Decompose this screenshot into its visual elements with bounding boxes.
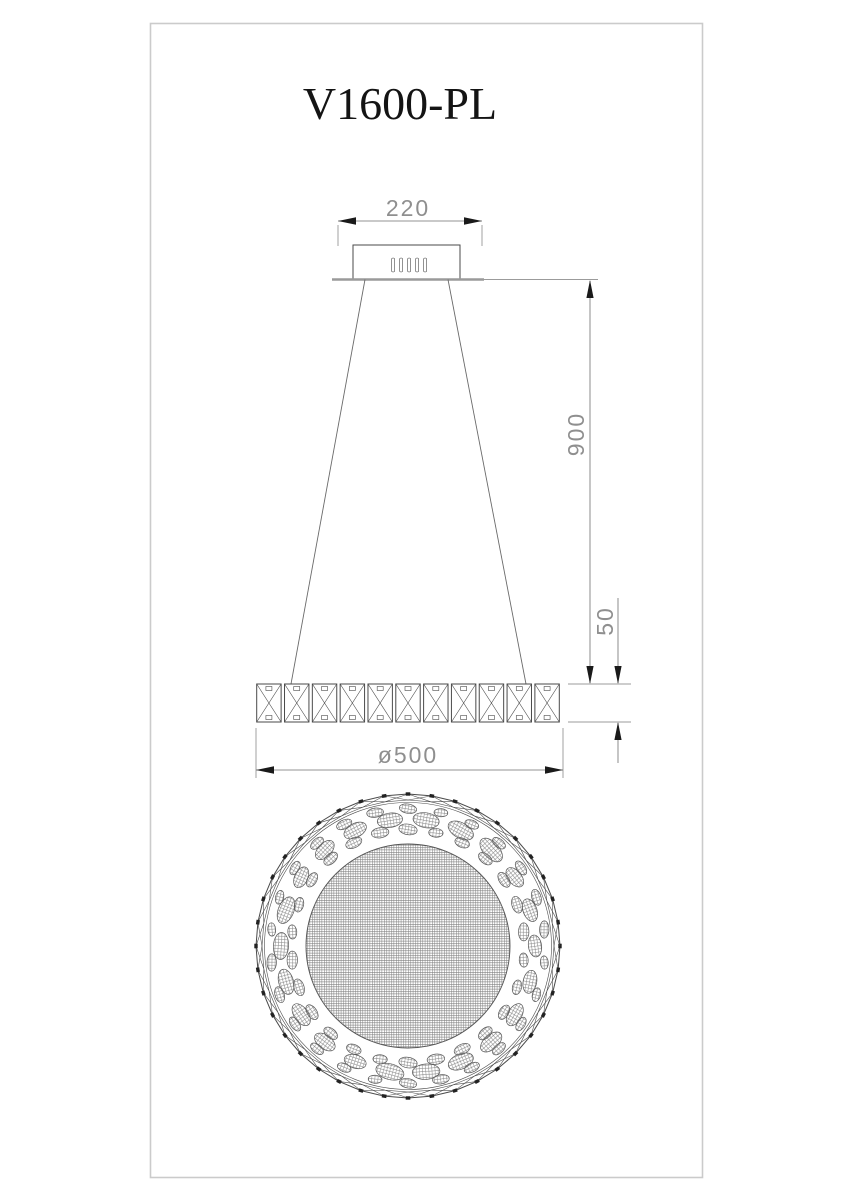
crystal-pebble [540,956,549,970]
model-title: V1600-PL [302,78,498,129]
crystal-pebble [345,1042,363,1056]
rim-stud [382,1094,387,1098]
rim-stud [256,967,260,972]
crystal-segment [396,684,420,722]
crystal-pebble [399,1077,418,1089]
arrowhead-right-icon [464,217,482,224]
arrowhead-up-icon [614,722,621,740]
crystal-pebble [428,828,443,838]
arrowhead-left-icon [338,217,356,224]
crystal-pebble [511,979,523,996]
vent-slot [400,258,403,272]
crystal-pebble [273,932,290,960]
rim-stud [406,792,411,795]
crystal-pebble [399,803,418,815]
crystal-pebble [267,923,276,937]
crystal-pebble [371,827,390,840]
bottom-view [254,792,561,1099]
crystal-segment [285,684,309,722]
crystal-pebble [398,823,418,836]
crystal-segment [257,684,281,722]
vent-slot [408,258,411,272]
crystal-segment [507,684,531,722]
vent-slot [416,258,419,272]
dimension-ring-height [568,598,631,763]
dim-label-50: 50 [592,606,618,636]
dimension-canopy-width [338,195,482,246]
crystal-segment [368,684,392,722]
rim-stud [254,944,257,949]
crystal-pebble [287,951,298,969]
crystal-pebble [434,808,448,817]
crystal-segment [312,684,336,722]
rim-stud [406,1096,411,1099]
rim-stud [556,967,560,972]
dim-label-900: 900 [563,411,589,457]
ceiling-canopy [332,245,598,280]
rim-stud [429,794,434,798]
crystal-pebble [373,1054,388,1064]
arrowhead-right-icon [545,766,563,773]
dimension-ring-diameter [256,728,563,778]
crystal-pebble [267,954,277,971]
crystal-pebble [287,924,297,939]
arrowhead-down-icon [614,666,621,684]
crystal-pebble [539,921,549,938]
arrowhead-left-icon [256,766,274,773]
rim-stud [256,920,260,925]
crystal-pebble [293,896,305,913]
suspension-wire-left [291,280,365,685]
canopy-body [353,245,460,279]
vent-slot [392,258,395,272]
crystal-segment [424,684,448,722]
crystal-pebble [518,923,529,941]
rim-stud [382,794,387,798]
crystal-pebble [292,978,307,997]
dimension-suspension-drop [563,280,594,684]
arrowhead-down-icon [586,666,593,684]
crystal-pebble [527,934,543,958]
front-view [256,195,631,778]
crystal-pebble [510,895,525,914]
rim-stud [429,1094,434,1098]
arrowhead-up-icon [586,280,593,298]
crystal-segment [479,684,503,722]
crystal-segment [340,684,364,722]
crystal-pebble [426,1053,445,1066]
dim-label-500: ø500 [377,742,439,768]
vent-slot [424,258,427,272]
crystal-segment [535,684,559,722]
dim-label-220: 220 [385,195,431,221]
crystal-pebble [519,953,529,968]
rim-stud [556,920,560,925]
crystal-segment [451,684,475,722]
diffuser-disc [306,844,510,1048]
suspension-wire-right [448,280,526,685]
crystal-ring-front [257,684,560,722]
